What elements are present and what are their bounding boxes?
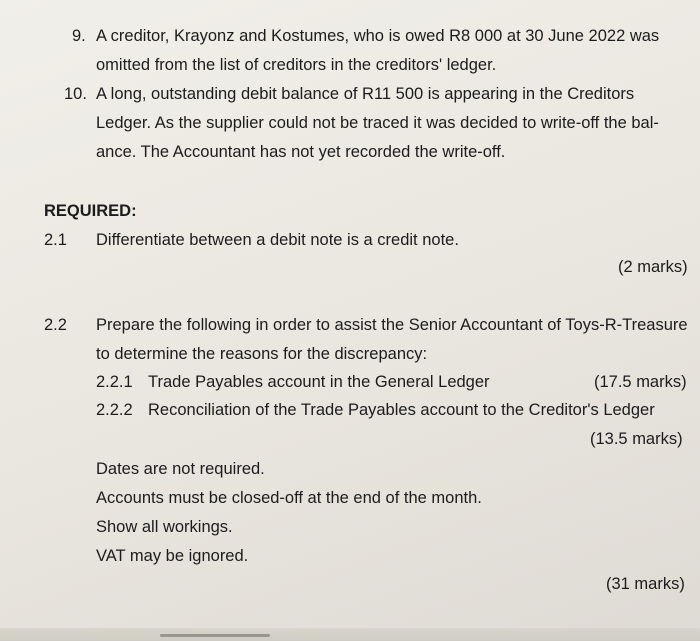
page-bottom-edge xyxy=(0,628,700,641)
instruction-item: Accounts must be closed-off at the end of the month. xyxy=(96,489,482,507)
question-2-1-text: Differentiate between a debit note is a credit note. xyxy=(96,231,459,249)
item-10-line-2: Ledger. As the supplier could not be traced it was decided to write-off the bal- xyxy=(96,114,659,132)
question-2-2-2-text: Reconciliation of the Trade Payables account to the Creditor's Ledger xyxy=(148,401,655,419)
item-10-line-1: A long, outstanding debit balance of R11 500 is appearing in the Creditors xyxy=(96,85,635,103)
instruction-item: Show all workings. xyxy=(96,518,233,536)
question-2-2-2-marks: (13.5 marks) xyxy=(590,430,683,448)
item-10-number: 10. xyxy=(64,85,87,103)
question-2-1-marks: (2 marks) xyxy=(618,258,688,276)
instruction-item: VAT may be ignored. xyxy=(96,547,249,565)
question-2-2-1-marks: (17.5 marks) xyxy=(594,373,687,391)
required-heading: REQUIRED: xyxy=(44,202,137,220)
item-9-number: 9. xyxy=(72,27,86,45)
question-2-1-number: 2.1 xyxy=(44,231,67,249)
total-marks: (31 marks) xyxy=(606,575,685,593)
item-10-line-3: ance. The Accountant has not yet recorded the write-off. xyxy=(96,143,506,161)
question-2-2-number: 2.2 xyxy=(44,316,67,334)
item-9-line-1: A creditor, Krayonz and Kostumes, who is owed R8 000 at 30 June 2022 was xyxy=(96,27,660,45)
question-2-2-1-number: 2.2.1 xyxy=(96,373,133,391)
question-2-2-1-text: Trade Payables account in the General Ledger xyxy=(148,373,490,391)
partial-text-fragment xyxy=(160,634,270,637)
instruction-item: Dates are not required. xyxy=(96,460,265,478)
question-2-2-line-1: Prepare the following in order to assist the Senior Accountant of Toys-R-Treasure xyxy=(96,316,688,334)
question-2-2-line-2: to determine the reasons for the discrepancy: xyxy=(96,345,428,363)
question-2-2-2-number: 2.2.2 xyxy=(96,401,133,419)
item-9-line-2: omitted from the list of creditors in the creditors' ledger. xyxy=(96,56,497,74)
